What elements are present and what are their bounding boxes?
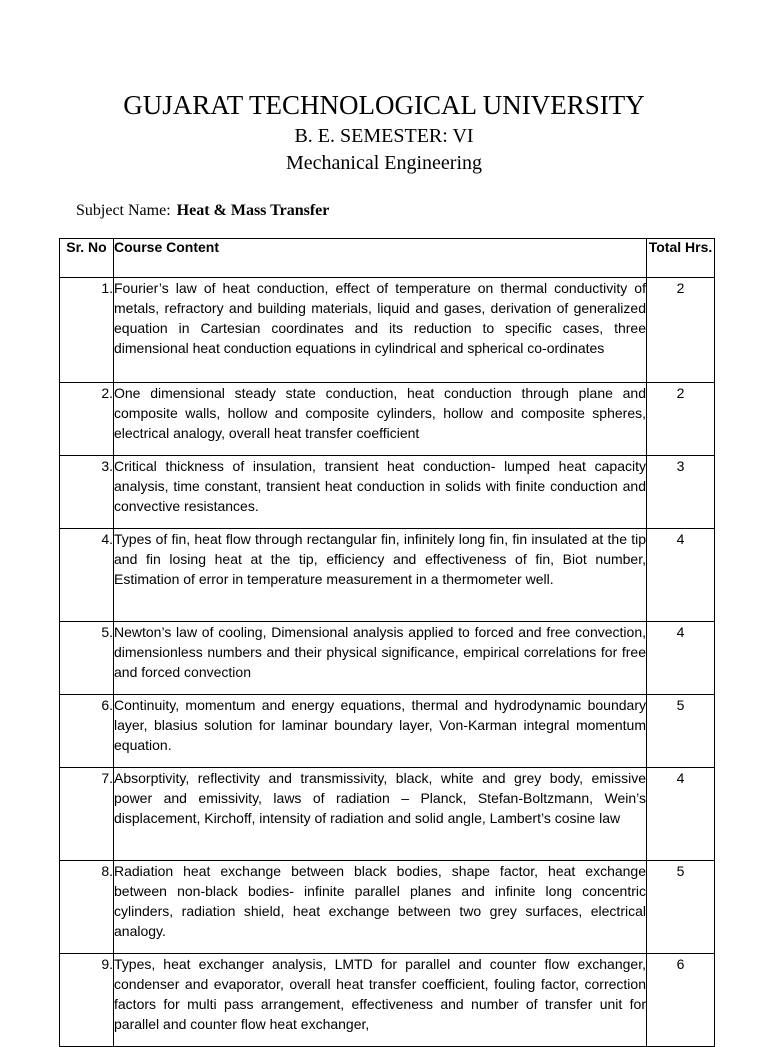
row-content: Types of fin, heat flow through rectangular fin, infinitely long fin, fin insulated at the tip and fin losing heat at the tip, efficiency and effectiveness of fin, Biot number, Estimation of error in temperature measurement in a thermometer well. <box>114 529 647 622</box>
subject-line <box>76 201 329 221</box>
row-hours: 2 <box>647 278 715 383</box>
row-number: 3. <box>60 456 114 529</box>
table-row <box>60 278 715 383</box>
row-hours: 6 <box>647 954 715 1047</box>
table-row <box>60 954 715 1047</box>
row-hours: 4 <box>647 529 715 622</box>
semester-heading: B. E. SEMESTER: VI <box>294 125 474 147</box>
row-content: Absorptivity, reflectivity and transmissivity, black, white and grey body, emissive power and emissivity, laws of radiation – Planck, Stefan-Boltzmann, Wein’s displacement, Kirchoff, intensity of radiation and solid angle, Lambert’s cosine law <box>114 768 647 861</box>
table-row <box>60 861 715 954</box>
table-header-row <box>60 239 715 278</box>
row-number: 1. <box>60 278 114 383</box>
header-total-hrs: Total Hrs. <box>647 239 715 278</box>
row-content: Continuity, momentum and energy equations, thermal and hydrodynamic boundary layer, blasius solution for laminar boundary layer, Von-Karman integral momentum equation. <box>114 695 647 768</box>
subject-value: Heat & Mass Transfer <box>176 202 330 219</box>
header-sr-no: Sr. No <box>60 239 114 278</box>
table-row <box>60 529 715 622</box>
row-content: One dimensional steady state conduction, heat conduction through plane and composite walls, hollow and composite cylinders, hollow and composite spheres, electrical analogy, overall heat transfer coefficient <box>114 383 647 456</box>
row-hours: 4 <box>647 622 715 695</box>
row-hours: 2 <box>647 383 715 456</box>
row-hours: 3 <box>647 456 715 529</box>
header-course-content: Course Content <box>114 239 647 278</box>
row-content: Types, heat exchanger analysis, LMTD for parallel and counter flow exchanger, condenser and evaporator, overall heat transfer coefficient, fouling factor, correction factors for multi pass arrangement, effectiveness and number of transfer unit for parallel and counter flow heat exchanger, <box>114 954 647 1047</box>
row-number: 6. <box>60 695 114 768</box>
row-hours: 4 <box>647 768 715 861</box>
subject-label: Subject Name: <box>76 202 171 219</box>
branch-heading: Mechanical Engineering <box>285 152 483 174</box>
row-content: Critical thickness of insulation, transient heat conduction- lumped heat capacity analysis, time constant, transient heat conduction in solids with finite conduction and convective resistances. <box>114 456 647 529</box>
row-content: Fourier’s law of heat conduction, effect of temperature on thermal conductivity of metals, refractory and building materials, liquid and gases, derivation of generalized equation in Cartesian coordinates and its reduction to specific cases, three dimensional heat conduction equations in cylindrical and spherical co-ordinates <box>114 278 647 383</box>
syllabus-table <box>59 238 715 1047</box>
table-row <box>60 622 715 695</box>
university-title: GUJARAT TECHNOLOGICAL UNIVERSITY <box>123 90 645 120</box>
row-hours: 5 <box>647 861 715 954</box>
row-number: 8. <box>60 861 114 954</box>
row-content: Radiation heat exchange between black bodies, shape factor, heat exchange between non-black bodies- infinite parallel planes and infinite long concentric cylinders, radiation shield, heat exchange between two grey surfaces, electrical analogy. <box>114 861 647 954</box>
table-row <box>60 383 715 456</box>
row-number: 5. <box>60 622 114 695</box>
row-number: 4. <box>60 529 114 622</box>
row-number: 9. <box>60 954 114 1047</box>
row-content: Newton’s law of cooling, Dimensional analysis applied to forced and free convection, dimensionless numbers and their physical significance, empirical correlations for free and forced convection <box>114 622 647 695</box>
table-row <box>60 768 715 861</box>
table-row <box>60 456 715 529</box>
row-number: 7. <box>60 768 114 861</box>
row-hours: 5 <box>647 695 715 768</box>
row-number: 2. <box>60 383 114 456</box>
table-row <box>60 695 715 768</box>
